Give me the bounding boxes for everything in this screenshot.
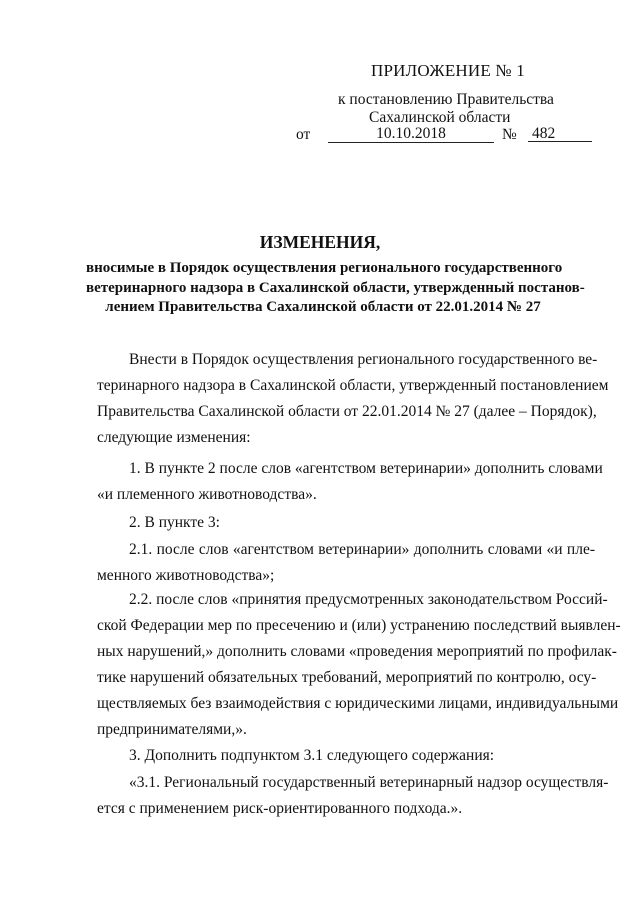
text-line: «и племенного животноводства».: [97, 486, 317, 503]
text-line: ных нарушений,» дополнить словами «проведения мероприятий по профилак-: [97, 643, 617, 660]
appendix-title: ПРИЛОЖЕНИЕ № 1: [371, 61, 525, 80]
subtitle-line: ветеринарного надзора в Сахалинской области, утвержденный постанов-: [86, 279, 585, 296]
appendix-date-row: [296, 126, 596, 148]
appendix-region-line: Сахалинской области: [369, 109, 511, 126]
text-line: ществляемых без взаимодействия с юридическими лицами, индивидуальными: [97, 695, 619, 712]
subtitle-line: лением Правительства Сахалинской области от 22.01.2014 № 27: [105, 299, 541, 315]
decree-number: 482: [528, 126, 592, 142]
document-subtitle: [86, 259, 585, 318]
decree-date: 10.10.2018: [328, 126, 494, 143]
text-line: следующие изменения:: [97, 429, 251, 446]
text-line: 3. Дополнить подпунктом 3.1 следующего содержания:: [129, 747, 495, 764]
text-line: тике нарушений обязательных требований, мероприятий по контролю, осу-: [97, 669, 597, 686]
appendix-reference-line: к постановлению Правительства: [338, 91, 554, 108]
text-line: 2. В пункте 3:: [129, 514, 220, 531]
document-title: ИЗМЕНЕНИЯ,: [259, 232, 381, 252]
text-line: 1. В пункте 2 после слов «агентством ветеринарии» дополнить словами: [129, 460, 603, 477]
text-line: менного животноводства»;: [97, 567, 275, 584]
text-line: ется с применением риск-ориентированного подхода.».: [97, 800, 463, 817]
number-label: №: [502, 126, 517, 143]
text-line: 2.1. после слов «агентством ветеринарии» дополнить словами «и пле-: [129, 541, 595, 558]
text-line: «3.1. Региональный государственный ветеринарный надзор осуществля-: [129, 774, 609, 791]
text-line: 2.2. после слов «принятия предусмотренных законодательством Россий-: [129, 591, 608, 608]
text-line: ской Федерации мер по пресечению и (или) устранению последствий выявлен-: [97, 617, 621, 634]
text-line: предпринимателями,».: [97, 721, 247, 738]
text-line: Внести в Порядок осуществления регионального государственного ве-: [129, 351, 598, 368]
text-line: теринарного надзора в Сахалинской области, утвержденный постановлением: [97, 377, 609, 394]
subtitle-line: вносимые в Порядок осуществления регионального государственного: [86, 260, 563, 276]
from-label: от: [296, 126, 311, 143]
text-line: Правительства Сахалинской области от 22.01.2014 № 27 (далее – Порядок),: [97, 403, 597, 420]
